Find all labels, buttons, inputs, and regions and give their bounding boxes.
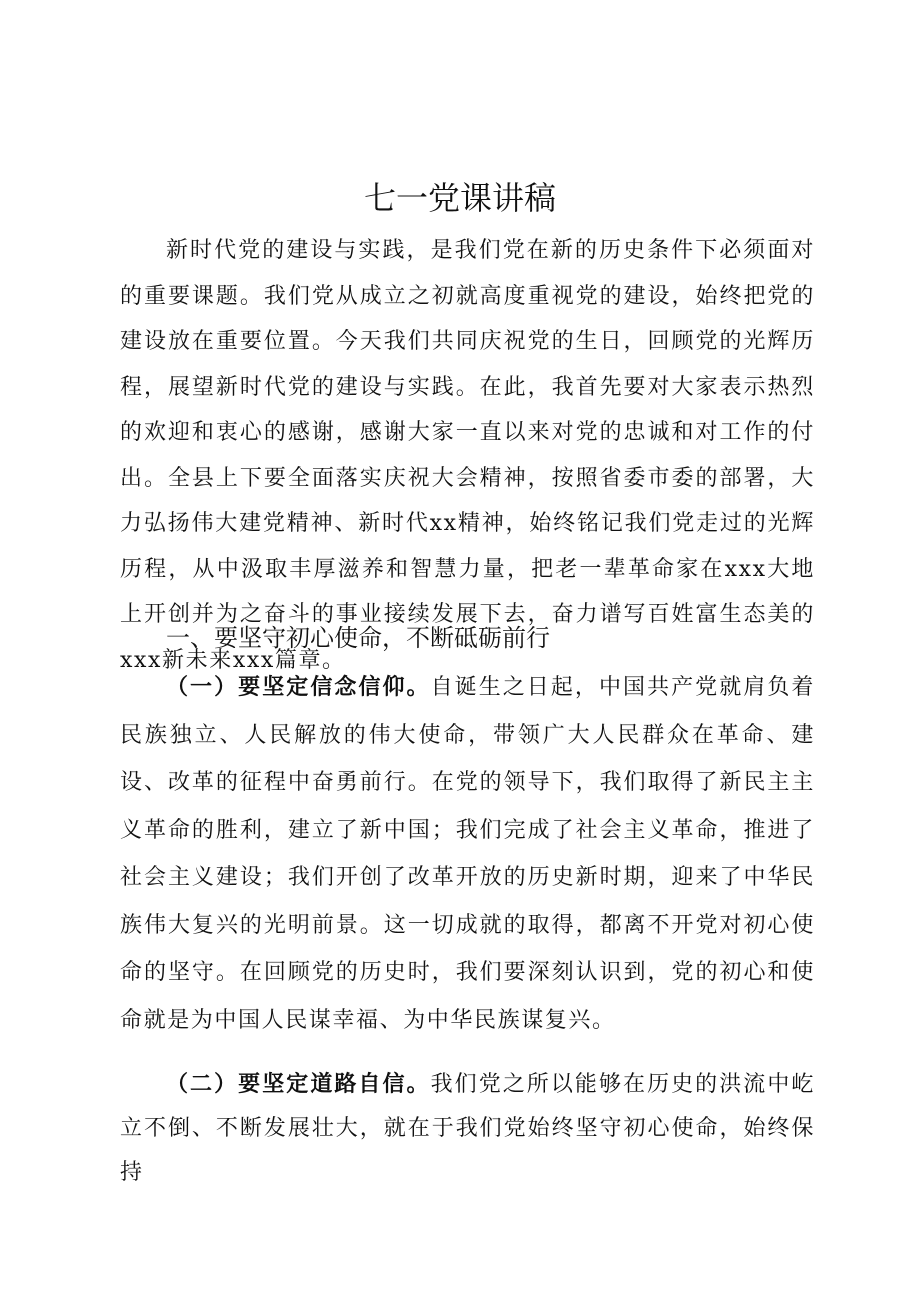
document-title: 七一党课讲稿 [363,179,556,217]
intro-paragraph: 新时代党的建设与实践，是我们党在新的历史条件下必须面对的重要课题。我们党从成立之初就高度重视党的建设，始终把党的建设放在重要位置。今天我们共同庆祝党的生日，回顾党的光辉历程，展望新时代党的建设与实践。在此，我首先要对大家表示热烈的欢迎和衷心的感谢，感谢大家一直以来对党的忠诚和对工作的付出。全县上下要全面落实庆祝大会精神，按照省委市委的部署，大力弘扬伟大建党精神、新时代xx精神，始终铭记我们党走过的光辉历程，从中汲取丰厚滋养和智慧力量，把老一辈革命家在xxx大地上开创并为之奋斗的事业接续发展下去，奋力谱写百姓富生态美的xxx新未来xxx篇章。 [120,238,815,673]
subsection-1-text: 自诞生之日起，中国共产党就肩负着民族独立、人民解放的伟大使命，带领广大人民群众在革命、建设、改革的征程中奋勇前行。在党的领导下，我们取得了新民主主义革命的胜利，建立了新中国；我们完成了社会主义革命，推进了社会主义建设；我们开创了改革开放的历史新时期，迎来了中华民族伟大复兴的光明前景。这一切成就的取得，都离不开党对初心使命的坚守。在回顾党的历史时，我们要深刻认识到，党的初心和使命就是为中国人民谋幸福、为中华民族谋复兴。 [120,675,815,1033]
subsection-1-lead: （一）要坚定信念信仰。 [166,674,431,700]
section-heading: 一、要坚守初心使命，不断砥砺前行 [166,624,550,652]
subsection-2-paragraph [120,1062,815,1195]
subsection-1-paragraph [120,664,815,1044]
subsection-2-text: 我们党之所以能够在历史的洪流中屹立不倒、不断发展壮大，就在于我们党始终坚守初心使命，始终保持 [120,1072,815,1185]
subsection-2-lead: （二）要坚定道路自信。 [166,1071,431,1097]
